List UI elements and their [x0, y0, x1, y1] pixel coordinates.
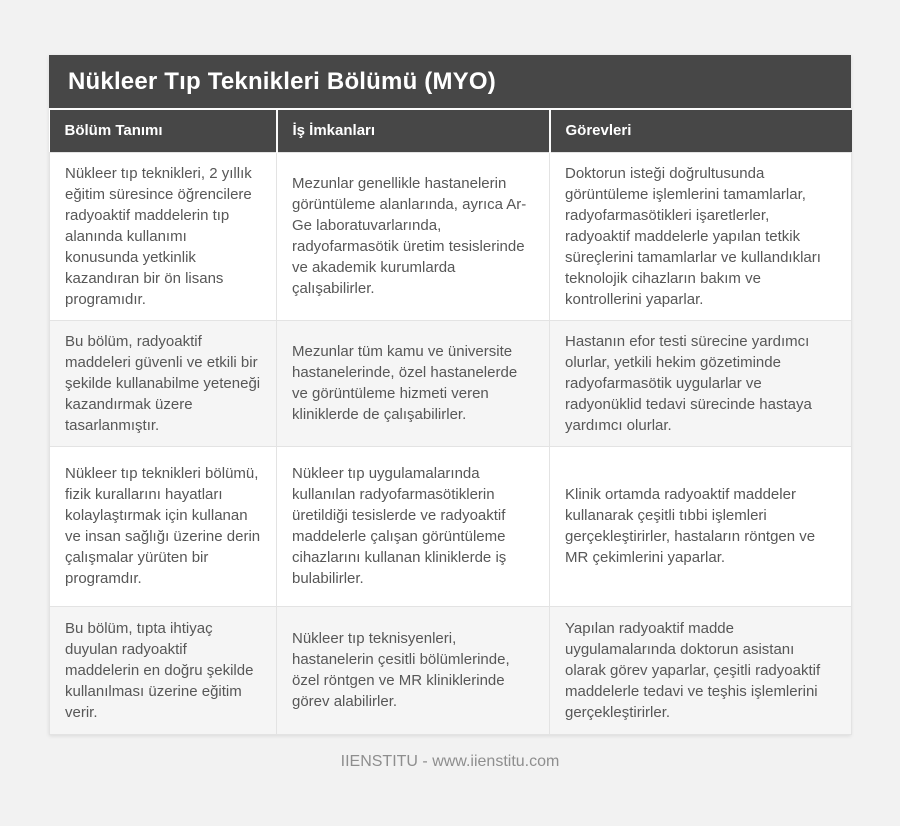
table-header: [50, 110, 852, 152]
table-cell: Yapılan radyoaktif madde uygulamalarında doktorun asistanı olarak görev yaparlar, çeşitli radyoaktif maddelerle tedavi ve teşhis işlemlerini gerçekleştirirler.: [550, 606, 852, 734]
column-header-2: İş İmkanları: [277, 110, 550, 152]
table-row: [50, 152, 852, 320]
table-cell: Klinik ortamda radyoaktif maddeler kullanarak çeşitli tıbbi işlemleri gerçekleştirirler, hastaların röntgen ve MR çekimlerini yaparlar.: [550, 446, 852, 606]
column-header-3: Görevleri: [550, 110, 852, 152]
table-row: [50, 606, 852, 734]
table-cell: Nükleer tıp uygulamalarında kullanılan radyofarmasötiklerin üretildiği tesislerde ve radyoaktif maddelerle çalışan görüntüleme cihazlarını kullanan kliniklerde iş bulabilirler.: [277, 446, 550, 606]
column-header-1: Bölüm Tanımı: [50, 110, 277, 152]
table-cell: Mezunlar tüm kamu ve üniversite hastanelerinde, özel hastanelerde ve görüntüleme hizmeti veren kliniklerde de çalışabilirler.: [277, 320, 550, 446]
table-cell: Nükleer tıp teknikleri bölümü, fizik kurallarını hayatları kolaylaştırmak için kullanan ve insan sağlığı üzerine derin çalışmalar yürüten bir programdır.: [50, 446, 277, 606]
department-info-card: [49, 55, 851, 735]
table-cell: Bu bölüm, radyoaktif maddeleri güvenli ve etkili bir şekilde kullanabilme yeteneği kazandırmak üzere tasarlanmıştır.: [50, 320, 277, 446]
table-row: [50, 446, 852, 606]
table-cell: Nükleer tıp teknikleri, 2 yıllık eğitim süresince öğrencilere radyoaktif maddelerin tıp alanında kullanımı konusunda yetkinlik kazandıran bir ön lisans programıdır.: [50, 152, 277, 320]
footer-text: IIENSTITU - www.iienstitu.com: [340, 753, 560, 770]
table-cell: Nükleer tıp teknisyenleri, hastanelerin çesitli bölümlerinde, özel röntgen ve MR kliniklerinde görev alabilirler.: [277, 606, 550, 734]
footer: [0, 753, 900, 771]
table-cell: Mezunlar genellikle hastanelerin görüntüleme alanlarında, ayrıca Ar-Ge laboratuvarlarında, radyofarmasötik üretim tesislerinde ve akademik kurumlarda çalışabilirler.: [277, 152, 550, 320]
table-body: [50, 152, 852, 734]
table-cell: Bu bölüm, tıpta ihtiyaç duyulan radyoaktif maddelerin en doğru şekilde kullanılması üzerine eğitim verir.: [50, 606, 277, 734]
table-header-row: [50, 110, 852, 152]
title-bar: [49, 55, 851, 110]
page-title: Nükleer Tıp Teknikleri Bölümü (MYO): [68, 67, 496, 95]
table-row: [50, 320, 852, 446]
department-table: [49, 110, 852, 735]
table-cell: Hastanın efor testi sürecine yardımcı olurlar, yetkili hekim gözetiminde radyofarmasötik uygularlar ve radyonüklid tedavi sürecinde hastaya yardımcı olurlar.: [550, 320, 852, 446]
table-cell: Doktorun isteği doğrultusunda görüntüleme işlemlerini tamamlarlar, radyofarmasötikleri işaretlerler, radyoaktif maddelerle yapılan tetkik süreçlerini tamamlarlar ve kullandıkları teknolojik cihazların bakım ve kontrollerini yaparlar.: [550, 152, 852, 320]
